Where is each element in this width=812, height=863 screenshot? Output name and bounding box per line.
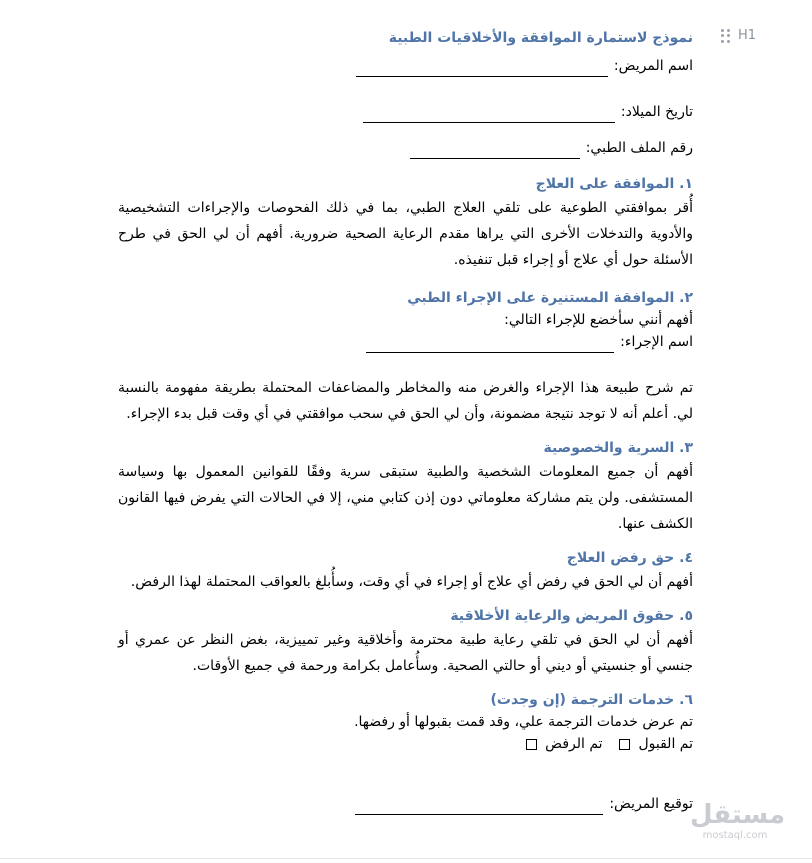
reject-option-label: تم الرفض — [545, 736, 603, 752]
section-2-heading[interactable]: ٢. الموافقة المستنيرة على الإجراء الطبي — [407, 290, 693, 306]
interpretation-options — [118, 733, 693, 755]
drag-handle-icon[interactable] — [721, 29, 731, 43]
section-3-text[interactable]: أفهم أن جميع المعلومات الشخصية والطبية ستبقى سرية وفقًا للقوانين المعمول بها وسياسة المستشفى. ولن يتم مشاركة معلوماتي دون إذن كتابي مني، إلا في الحالات التي يفرض فيها القانون الكشف عنها. — [118, 464, 693, 532]
birth-date-label: تاريخ الميلاد: — [620, 104, 693, 120]
section-1-text[interactable]: أُقر بموافقتي الطوعية على تلقي العلاج الطبي، بما في ذلك الفحوصات والإجراءات التشخيصية والأدوية والتدخلات الأخرى التي يراها مقدم الرعاية الصحية ضرورية. أفهم أن لي الحق في طرح الأسئلة حول أي علاج أو إجراء قبل تنفيذه. — [118, 200, 693, 268]
section-3-heading[interactable]: ٣. السرية والخصوصية — [543, 440, 693, 456]
signature-blank[interactable] — [355, 800, 603, 815]
birth-date-field[interactable] — [118, 87, 693, 123]
section-2-intro[interactable]: أفهم أنني سأخضع للإجراء التالي: — [504, 312, 693, 328]
patient-name-blank[interactable] — [356, 62, 608, 77]
section-5-heading[interactable]: ٥. حقوق المريض والرعاية الأخلاقية — [450, 608, 693, 624]
procedure-blank[interactable] — [366, 338, 614, 353]
section-6-heading[interactable]: ٦. خدمات الترجمة (إن وجدت) — [490, 692, 693, 708]
document-body — [118, 25, 693, 815]
document-title[interactable]: نموذج لاستمارة الموافقة والأخلاقيات الطبية — [388, 30, 693, 46]
file-number-label: رقم الملف الطبي: — [585, 140, 693, 156]
site-watermark — [690, 800, 786, 842]
section-4-text[interactable]: أفهم أن لي الحق في رفض أي علاج أو إجراء في أي وقت، وسأُبلغ بالعواقب المحتملة لهذا الرفض. — [130, 574, 693, 590]
signature-field[interactable] — [118, 793, 693, 815]
watermark-logo-text: مستقل — [690, 800, 786, 830]
reject-checkbox[interactable] — [526, 739, 537, 750]
accept-option-label: تم القبول — [638, 736, 693, 752]
section-5-text[interactable]: أفهم أن لي الحق في تلقي رعاية طبية محترمة وأخلاقية وغير تمييزية، بغض النظر عن عمري أو جنسي أو جنسيتي أو ديني أو حالتي الصحية. وسأُعامل بكرامة ورحمة في جميع الأوقات. — [118, 632, 693, 674]
procedure-label: اسم الإجراء: — [620, 334, 693, 350]
heading-level-indicator[interactable]: H1 — [738, 28, 757, 43]
section-4-heading[interactable]: ٤. حق رفض العلاج — [566, 550, 693, 566]
page-bottom-edge — [0, 858, 812, 859]
birth-date-blank[interactable] — [363, 108, 615, 123]
accept-checkbox[interactable] — [619, 739, 630, 750]
section-6-text[interactable]: تم عرض خدمات الترجمة علي، وقد قمت بقبولها أو رفضها. — [354, 714, 693, 730]
section-1-heading[interactable]: ١. الموافقة على العلاج — [535, 176, 693, 192]
patient-name-field[interactable] — [118, 51, 693, 77]
procedure-field[interactable] — [118, 331, 693, 353]
patient-name-label: اسم المريض: — [613, 58, 693, 74]
signature-label: توقيع المريض: — [609, 796, 693, 812]
file-number-field[interactable] — [118, 123, 693, 159]
file-number-blank[interactable] — [410, 144, 580, 159]
section-2-text[interactable]: تم شرح طبيعة هذا الإجراء والغرض منه والمخاطر والمضاعفات المحتملة بطريقة مفهومة بالنسبة لي. أعلم أنه لا توجد نتيجة مضمونة، وأن لي الحق في سحب موافقتي في أي وقت قبل بدء الإجراء. — [118, 380, 693, 422]
watermark-url: mostaql.com — [702, 830, 768, 841]
